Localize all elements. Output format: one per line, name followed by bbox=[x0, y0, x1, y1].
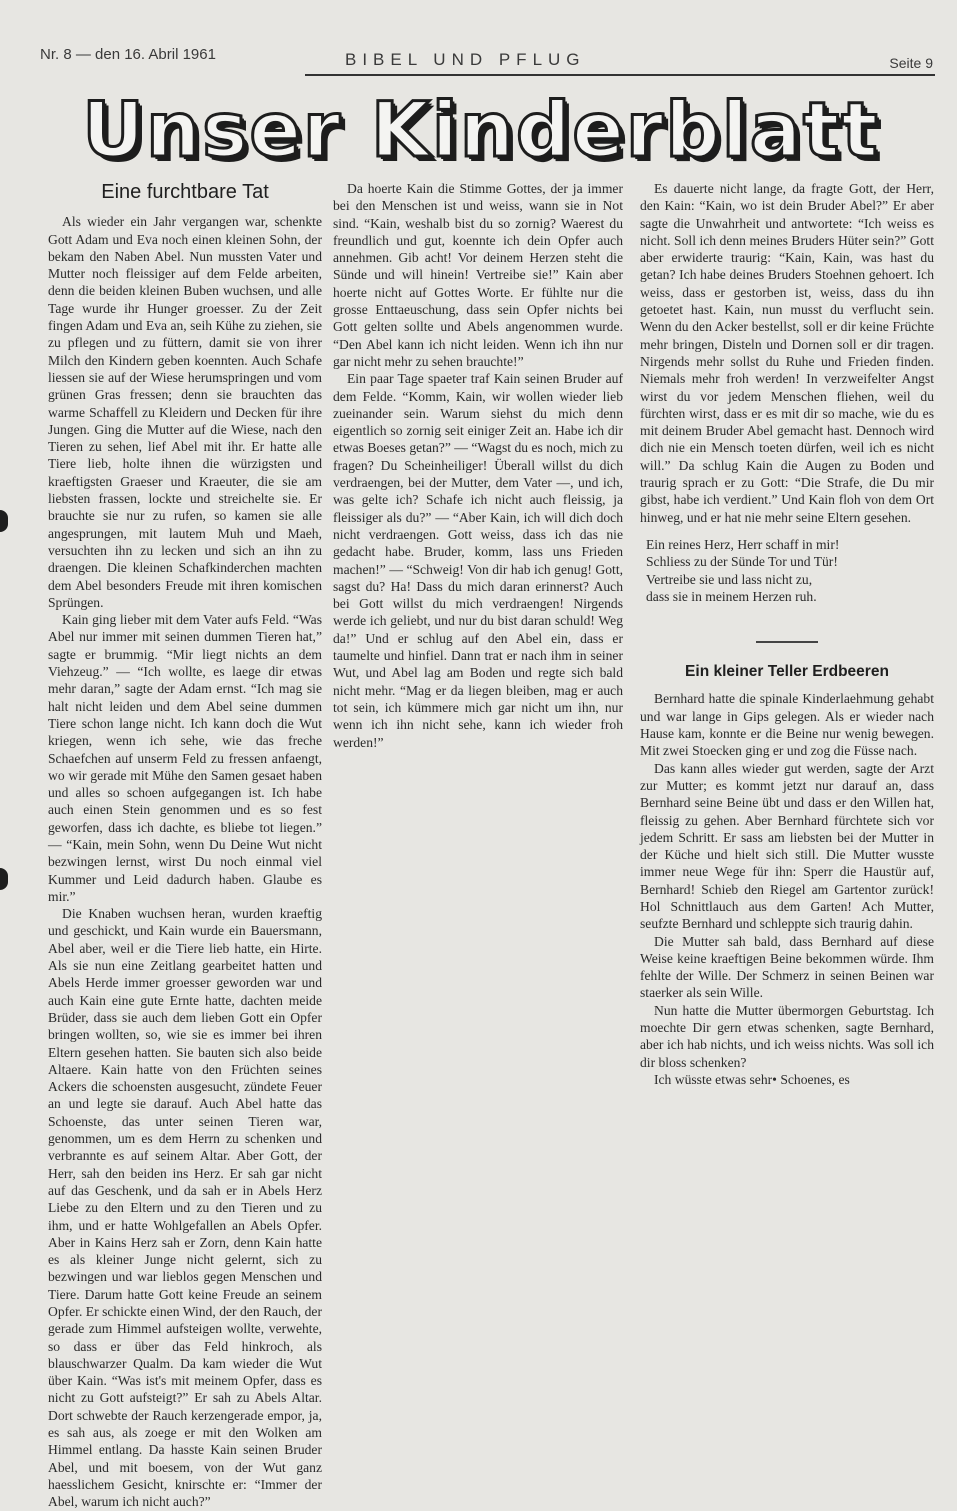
issue-date: Nr. 8 — den 16. Abril 1961 bbox=[40, 46, 216, 63]
story-paragraph: Das kann alles wieder gut werden, sagte der Arzt zur Mutter; es kommt jetzt nur darauf an, dass Bernhard seine Beine übt und dass er den Willen hat, fleissig zu gehen. Aber Bernhard fürchtete sich vor jedem Schritt. Er sass am liebsten bei der Mutter in der Küche und hielt sich still. Die Mutter wusste immer neue Wege für ihn: Sperr die Haustür auf, Bernhard! Schieb den Riegel am Gartentor zurück! Hol Schnittlauch aus dem Garten! Ach Mutter, seufzte Bernhard und schleppte sich traurig dahin. bbox=[640, 760, 934, 932]
story-paragraph: Es dauerte nicht lange, da fragte Gott, der Herr, den Kain: “Kain, wo ist dein Bruder Abel?” Er aber sagte die Unwahrheit und antwortete: “Ich weiss es nicht. Soll ich denn meines Bruders Hüter sein?” Gott aber erwiderte traurig: “Kain, Kain, was hast du getan? Ich habe deines Bruders Stoehnen gehoert. Ich weiss, dass er gestorben ist, weiss, dass du ihn getoetet hast. Kain, nun musst du verflucht sein. Wenn du den Acker bestellst, soll er dir keine Früchte mehr bringen, Disteln und Dornen soll er dir tragen. Nirgends mehr sollst du Ruhe und Frieden finden. Niemals mehr froh werden! In verzweifelter Angst wirst du vor jedem Menschen fliehen, weil du fürchten wirst, dass er es mit dir so mache, wie du es mit deinem Bruder Abel gemacht hast. Dennoch wird dich nie ein Mensch toeten dürfen, weil ich es nicht will.” Da schlug Kain die Augen zu Boden und traurig sprach er zu Gott: “Die Strafe, die Du mir gibst, habe ich verdient.” Und Kain floh von dem Ort hinweg, und er hat nie mehr seine Eltern gesehen. bbox=[640, 181, 934, 525]
page-number: Seite 9 bbox=[889, 55, 933, 71]
story-paragraph: Ich wüsste etwas sehr• Schoenes, es bbox=[654, 1071, 850, 1087]
binding-hole-mark bbox=[0, 868, 8, 890]
poem-line: Vertreibe sie und lass nicht zu, bbox=[646, 571, 813, 587]
poem bbox=[646, 536, 934, 605]
story-title: Eine furchtbare Tat bbox=[101, 181, 269, 203]
column-3 bbox=[640, 180, 934, 1088]
story-paragraph: Bernhard hatte die spinale Kinderlaehmung gehabt und war lange in Gips gelegen. Als er wieder nach Hause kam, konnte er die Beine nur wenig bewegen. Mit zwei Stoecken ging er und zog die Füsse nach. bbox=[640, 691, 934, 759]
poem-line: Schliess zu der Sünde Tor und Tür! bbox=[646, 554, 838, 570]
publication-name: BIBEL UND PFLUG bbox=[345, 50, 586, 69]
poem-line: Ein reines Herz, Herr schaff in mir! bbox=[646, 536, 840, 552]
story-paragraph: Die Knaben wuchsen heran, wurden kraeftig und geschickt, und Kain wurde ein Bauersmann, Abel aber, weil er die Tiere lieb hatte, ein Hirte. Als sie nun eine Zeitlang gearbeitet hatten und Abels Herde immer groesser geworden war und auch Kain eine gute Ernte hatte, dachten meide Brüder, dass sie auch dem lieben Gott ein Opfer bringen wollten, so, wie sie es immer bei ihren Eltern gesehen hatten. Sie bauten sich also beide Altaere. Kain hatte von den Früchten seines Ackers die schoensten ausgesucht, zündete Feuer an und legte sie darauf. Auch Abel hatte das Schoenste, das unter seinen Tieren war, genommen, um es dem Herrn zu schenken und verbrannte es auf seinem Altar. Aber Gott, der Herr, sah den beiden ins Herz. Er sah gar nicht auf das Geschenk, und da sah er in Abels Herz Liebe zu den Eltern und zu den Tieren und zu ihm, und er hatte Wohlgefallen an Abels Opfer. Aber in Kains Herz sah er Zorn, denn Kain hatte es als kleiner Junge nicht gelernt, sich zu bezwingen und war lieblos gegen Menschen und Tiere. Darum hatte Gott keine Freude an seinem Opfer. Er schickte einen Wind, der den Rauch, der gerade zum Himmel aufsteigen wollte, verwehte, so dass er über das Feld hinkroch, als blauschwarzer Qualm. Da kam wieder die Wut über Kain. “Was ist's mit meinem Opfer, dass es nicht zu Gott aufsteigt?” Er sah zu Abels Altar. Dort schwebte der Rauch kerzengerade empor, ja, es sah aus, als zoege er mit den Wolken am Himmel entlang. Da hasste Kain seinen Bruder Abel, und mit boesem, von der Wut ganz haesslichem Gesicht, knirschte er: “Immer der Abel, warum ich nicht auch?” bbox=[48, 906, 322, 1510]
poem-line: dass sie in meinem Herzen ruh. bbox=[646, 588, 817, 604]
story-title: Ein kleiner Teller Erdbeeren bbox=[685, 663, 889, 681]
story-paragraph: Da hoerte Kain die Stimme Gottes, der ja immer bei den Menschen ist und weiss, wann sie in Not sind. “Kain, weshalb bist du so zornig? Waerest du freundlich und gut, koennte ich dein Opfer auch annehmen. Gib acht! Vor deinem Herzen steht die Sünde und will hinein! Vertreibe sie!” Kain aber hoerte nicht auf Gottes Worte. Er fühlte nur die grosse Enttaeuschung, dass sein Opfer nichts bei Gott gelten sollte und Abels angenommen wurde. “Den Abel kann ich nicht leiden. Wenn ich ihn nur gar nicht mehr zu sehen brauchte!” bbox=[333, 181, 623, 369]
story-paragraph: Die Mutter sah bald, dass Bernhard auf diese Weise keine kraeftigen Beine bekommen würde. Ihm fehlte der Wille. Der Schmerz in seinen Beinen war staerker als sein Wille. bbox=[640, 933, 934, 1001]
story-paragraph: Als wieder ein Jahr vergangen war, schenkte Gott Adam und Eva noch einen kleinen Sohn, der bekam den Naben Abel. Nun mussten Vater und Mutter noch fleissiger auf dem Felde arbeiten, denn die beiden kleinen Buben wuchsen, und alle Tage wurde ihr Hunger groesser. Zu der Zeit fingen Adam und Eva an, seih Kühe zu ziehen, sie zu pflegen und zu füttern, damit sie von ihrer Milch den Kindern geben koennten. Auch Schafe liessen sie auf der Wiese herumspringen und vom grünen Gras fressen; denn sie brauchten das warme Schaffell zu Kleidern und Decken für ihre Jungen. Ging die Mutter auf die Wiese, nach den Tieren zu sehen, lief Abel mit ihr. Er hatte alle Tiere lieb, holte ihnen die würzigsten und kraeftigsten Graeser und Kraeuter, die sie am liebsten frassen, lockte und streichelte sie. Er brauchte sie nur zu rufen, so kamen sie alle angesprungen, mit lautem Muh und Maeh, versuchten ihn zu lecken und sich an ihn zu draengen. Die kleinen Schafkinderchen machten dem Abel besonders Freude mit ihren komischen Sprüngen. bbox=[48, 214, 322, 610]
column-1 bbox=[48, 180, 322, 1511]
section-divider bbox=[756, 641, 818, 643]
header-rule bbox=[305, 74, 935, 76]
story-paragraph: Ein paar Tage spaeter traf Kain seinen Bruder auf dem Felde. “Komm, Kain, wir wollen wieder lieb zueinander sein. Warum siehst du mich denn eigentlich so zornig seit einiger Zeit an. Habe ich dir etwas Boeses getan?” — “Wagst du es noch, mich zu fragen? Du Scheinheiliger! Überall willst du dich verdraengen, bei der Mutter, dem Vater —, und ich, was gelte ich? Schafe ich nicht auch fleissig, ja fleissiger als du?” — “Aber Kain, ich will dich doch nicht verdraengen. Gott weiss, dass ich das nie gedacht habe. Bruder, komm, lass uns Frieden machen!” — “Schweig! Von dir hab ich genug! Gott, sagst du? Ha! Dass du mich daran erinnerst? Auch bei Gott willst du mich verdraengen! Nirgends werde ich geliebt, und nur du bist daran schuld! Weg da!” Und er schlug auf den Abel ein, dass er taumelte und hinfiel. Dann trat er nach ihm in seiner Wut, und Abel lag am Boden und regte sich bald nicht mehr. “Mag er da liegen bleiben, mag er auch tot sein, ich kümmere mich gar nicht um ihn, nur wenn ich ihn nicht sehe, kann ich wieder froh werden!” bbox=[333, 371, 623, 750]
binding-hole-mark bbox=[0, 510, 8, 532]
masthead-title: Unser Kinderblatt bbox=[82, 85, 880, 174]
page-header bbox=[40, 44, 935, 78]
column-2 bbox=[333, 180, 623, 751]
story-paragraph: Kain ging lieber mit dem Vater aufs Feld. “Was Abel nur immer mit seinen dummen Tieren hat,” sagte er brummig. “Mir liegt nichts an dem Viehzeug.” — “Ich wollte, es laege dir etwas mehr daran,” sagte der Adam ernst. “Ich mag sie halt nicht leiden und dem Abel seine dummen Tiere schon lange nicht. Ich kann doch die Wut kriegen, wenn ich sehe, wie das freche Schaefchen auf unserm Feld zu fressen anfaengt, wo wir gerade mit Mühe den Samen gesaet haben und alles so schoen aufgegangen ist. Ich habe auch einen Stein genommen und es so fest geworfen, dass ich dachte, es bliebe tot liegen.” — “Kain, mein Sohn, wenn Du Deine Wut nicht bezwingen lernst, wirst Du noch einmal viel Kummer und Leid dadurch haben. Glaube es mir.” bbox=[48, 612, 322, 904]
story-paragraph: Nun hatte die Mutter übermorgen Geburtstag. Ich moechte Dir gern etwas schenken, sagte Bernhard, aber ich hab nichts, und ich weiss nichts. Was soll ich dir bloss schenken? bbox=[640, 1002, 934, 1070]
